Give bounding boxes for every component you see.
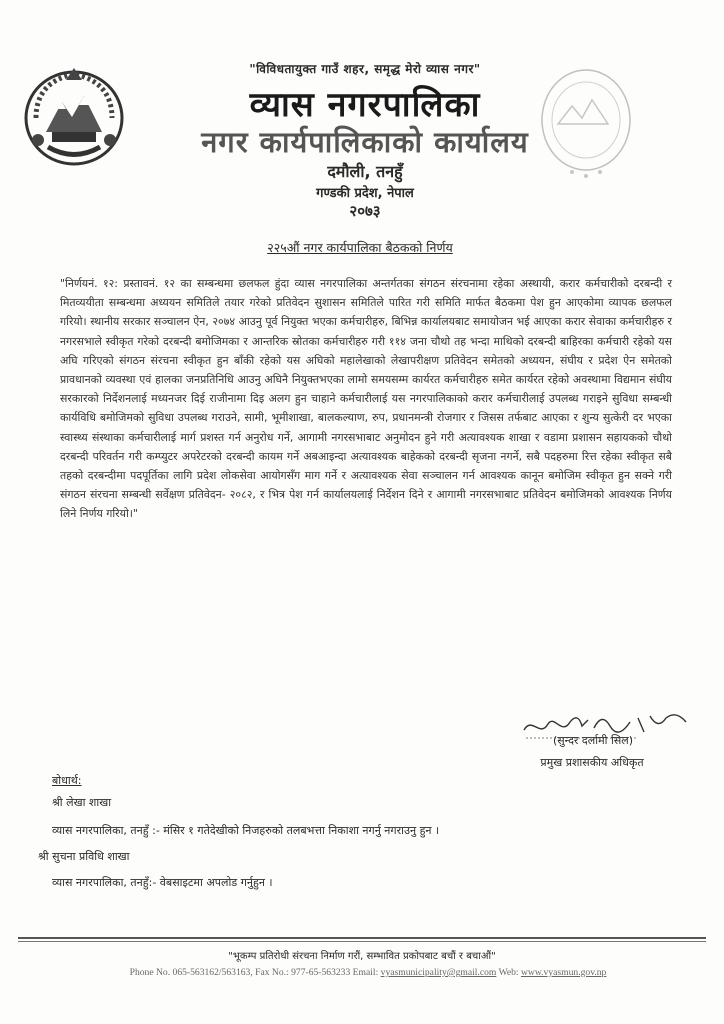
footer-email-link[interactable]: vyasmunicipality@gmail.com [380, 967, 497, 978]
footer-slogan: "भूकम्प प्रतिरोधी संरचना निर्माण गरौं, सम्भावित प्रकोपबाट बचौं र बचाऔं" [228, 951, 496, 962]
footer-contact [18, 967, 718, 978]
header-slogan: "विविधतायुक्त गाउँ शहर, समृद्ध मेरो व्यास नगर" [249, 62, 481, 76]
cc-instruction: व्यास नगरपालिका, तनहुँ :- मंसिर १ गतेदेखीको निजहरुको तलबभत्ता निकाशा नगर्नु नगराउनु हुन । [52, 824, 440, 837]
municipality-name: व्यास नगरपालिका [249, 85, 481, 125]
cc-department: श्री सुचना प्रविधि शाखा [38, 850, 130, 863]
signatory-name: (सुन्दर दर्लामी सिल) [552, 734, 634, 747]
cc-instruction: व्यास नगरपालिका, तनहुँ:- वेबसाइटमा अपलोड गर्नुहुन । [52, 876, 273, 889]
header-year: २०७३ [349, 202, 381, 220]
footer-divider [18, 937, 706, 939]
footer-phone-fax: Phone No. 065-563162/563163, Fax No.: 977-65-563233 Email: [129, 967, 379, 978]
province-address: गण्डकी प्रदेश, नेपाल [316, 186, 414, 201]
city-address: दमौली, तनहुँ [327, 162, 403, 181]
decision-title: २२५औं नगर कार्यपालिका बैठकको निर्णय [267, 240, 453, 255]
cc-label: बोधार्थ: [52, 774, 82, 787]
footer-divider [18, 941, 706, 942]
footer-web-label: Web: [498, 967, 519, 978]
footer-website-link[interactable]: www.vyasmun.gov.np [521, 967, 607, 978]
cc-department: श्री लेखा शाखा [52, 796, 112, 809]
decision-body: "निर्णयनं. १२: प्रस्तावनं. १२ का सम्बन्धमा छलफल हुंदा व्यास नगरपालिका अन्तर्गतका संगठन संरचनामा रहेका अस्थायी, करार कर्मचारीको दरबन्दी र मितव्ययीता सम्बन्धमा अध्ययन समितिले तयार गरेको प्रतिवेदन सुशासन समितिले पारित गरी समिति मार्फत बैठकमा पेश हुन आएकोमा व्यापक छलफल गरियो। स्थानीय सरकार सञ्चालन ऐन, २०७४ आउनु पूर्व नियुक्त भएका कर्मचारीहरु, बिभिन्न कार्यालयबाट समायोजन भई आएका करार सेवाका कर्मचारीहरु र नगरसभाले स्वीकृत गरेको दरबन्दी बमोजिमका र आन्तरिक स्रोतका कर्मचारीहरु गरी ११४ जना चौथो तह भन्दा माथिको दरबन्दी बाहिरका कर्मचारी रहेको यस अघि गरिएको संगठन संरचना स्वीकृत हुन बाँकी रहेको यस अघिको महालेखाको लेखापरीक्षण प्रतिवेदन समेतको अध्ययन, संघीय र प्रदेश ऐन समेतको प्रावधानको व्यवस्था एवं हालका जनप्रतिनिधि आउनु अघिनै नियुक्तभएका लामो समयसम्म कार्यरत कर्मचारीहरु समेत कार्यरत रहेको अवस्थामा विद्यमान संघीय सरकारको निर्देशनलाई मध्यनजर दिई राजीनामा दिइ अलग हुन चाहाने कर्मचारीलाई यस नगरपालिकाको करार कर्मचारीलाई उपलब्ध गराइने सुविधा सम्बन्धी कार्यविधि बमोजिमको सुविधा उपलब्ध गराउने, सामी, भूमीशाखा, बालकल्याण, रुप, प्रधानमन्त्री रोजगार र जिसस तर्फबाट आएका र शुन्य सुत्केरी दर भएका स्वास्थ्य संस्थाका कर्मचारीलाई मार्ग प्रशस्त गर्न अनुरोध गर्ने, आगामी नगरसभाबाट अनुमोदन हुने गरी अत्यावश्यक शाखा र वडामा प्रशासन सहायकको चौथो दरबन्दी परिवर्तन गरी कम्प्युटर अपरेटरको दरबन्दी कायम गर्ने अबआइन्दा अत्यावश्यक बाहेकको दरबन्दी सृजना नगर्ने, सबै पदहरुमा रित्त रहेका स्वीकृत सबै तहको दरबन्दीमा पदपूर्तिका लागि प्रदेश लोकसेवा आयोगसँग माग गर्ने र अत्यावश्यक सेवा सञ्चालन गर्न आवश्यक कानून बमोजिम स्वीकृत हुन सक्ने गरी संगठन संरचना सम्बन्धी सर्वेक्षण प्रतिवेदन- २०८२, र भित्र पेश गर्न कार्यालयलाई निर्देशन दिने र आगामी नगरसभाबाट प्रतिवेदन बमोजिमको आवश्यक निर्णय लिने निर्णय गरियो।" [60, 277, 676, 521]
signatory-designation: प्रमुख प्रशासकीय अधिकृत [540, 756, 644, 769]
office-name: नगर कार्यपालिकाको कार्यालय [201, 125, 529, 159]
